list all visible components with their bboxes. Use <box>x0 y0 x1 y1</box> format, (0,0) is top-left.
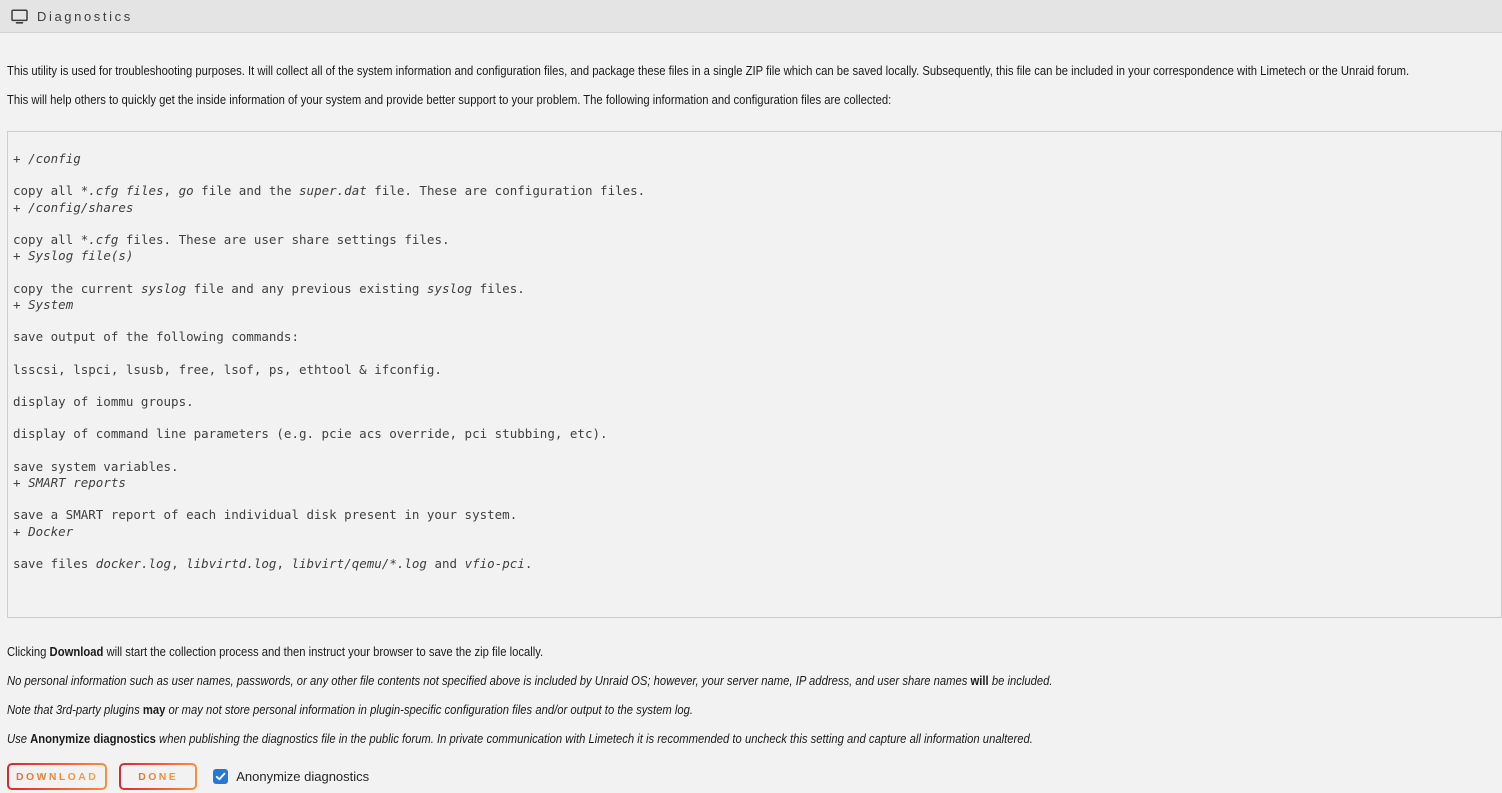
page-header <box>0 0 1502 33</box>
done-button-label: DONE <box>138 770 179 783</box>
collection-line: + /config <box>13 151 81 166</box>
collection-line: lsscsi, lspci, lsusb, free, lsof, ps, ethtool & ifconfig. <box>13 361 442 377</box>
collection-line: save output of the following commands: <box>13 329 299 345</box>
footer-notes <box>7 644 1502 746</box>
collection-line <box>13 313 1493 329</box>
collection-line: + Docker <box>13 523 74 539</box>
collection-line: save a SMART report of each individual disk present in your system. <box>13 507 518 523</box>
main-content <box>0 63 1502 790</box>
collection-line <box>13 491 1493 507</box>
collection-line <box>13 345 1493 361</box>
intro-paragraph-2: This will help others to quickly get the inside information of your system and provide better support to your problem. The following information and configuration files are collected: <box>7 92 892 107</box>
collection-line <box>13 410 1493 426</box>
collection-line <box>13 540 1493 556</box>
note-third-party-plugins: Note that 3rd-party plugins may or may not store personal information in plugin-specific configuration files and/or output to the system log. <box>7 702 694 718</box>
collection-line: copy the current syslog file and any previous existing syslog files. <box>13 280 525 296</box>
download-button-label: DOWNLOAD <box>16 770 99 783</box>
collection-line <box>13 264 1493 280</box>
anonymize-label[interactable]: Anonymize diagnostics <box>236 769 370 785</box>
collection-line: + SMART reports <box>13 475 126 491</box>
collection-line: copy all *.cfg files, go file and the super.dat file. These are configuration files. <box>13 183 646 199</box>
collection-line: save system variables. <box>13 458 179 474</box>
collection-line: + /config/shares <box>13 199 134 215</box>
collection-line: copy all *.cfg files. These are user share settings files. <box>13 232 450 248</box>
collection-line <box>13 216 1493 232</box>
collection-info-box <box>7 131 1502 618</box>
collection-line: save files docker.log, libvirtd.log, libvirt/qemu/*.log and vfio-pci. <box>13 556 533 572</box>
download-button[interactable] <box>7 763 107 790</box>
collection-line: + Syslog file(s) <box>13 248 134 264</box>
anonymize-toggle[interactable] <box>213 769 369 784</box>
intro-paragraph-1: This utility is used for troubleshooting purposes. It will collect all of the system information and configuration files, and package these files in a single ZIP file which can be saved locally. Subsequently, this file can be included in your correspondence with Limetech or the Unraid forum. <box>7 63 1410 78</box>
note-personal-info: No personal information such as user names, passwords, or any other file contents not specified above is included by Unraid OS; however, your server name, IP address, and user share names will be included. <box>7 673 1053 689</box>
collection-line <box>13 443 1493 459</box>
note-anonymize: Use Anonymize diagnostics when publishing the diagnostics file in the public forum. In private communication with Limetech it is recommended to uncheck this setting and capture all information unaltered. <box>7 731 1033 747</box>
action-row <box>7 763 1502 790</box>
collection-line <box>13 167 1493 183</box>
note-download: Clicking Download will start the collection process and then instruct your browser to save the zip file locally. <box>7 644 544 660</box>
page-title: Diagnostics <box>37 8 133 24</box>
collection-line: display of command line parameters (e.g. pcie acs override, pci stubbing, etc). <box>13 426 608 442</box>
collection-line <box>13 378 1493 394</box>
download-button-inner <box>9 765 105 788</box>
done-button-inner <box>121 765 195 788</box>
monitor-icon <box>11 9 28 24</box>
done-button[interactable] <box>119 763 197 790</box>
anonymize-checkbox[interactable] <box>213 769 228 784</box>
collection-line: + System <box>13 296 74 312</box>
collection-line: display of iommu groups. <box>13 394 194 410</box>
collection-list <box>13 151 1493 572</box>
